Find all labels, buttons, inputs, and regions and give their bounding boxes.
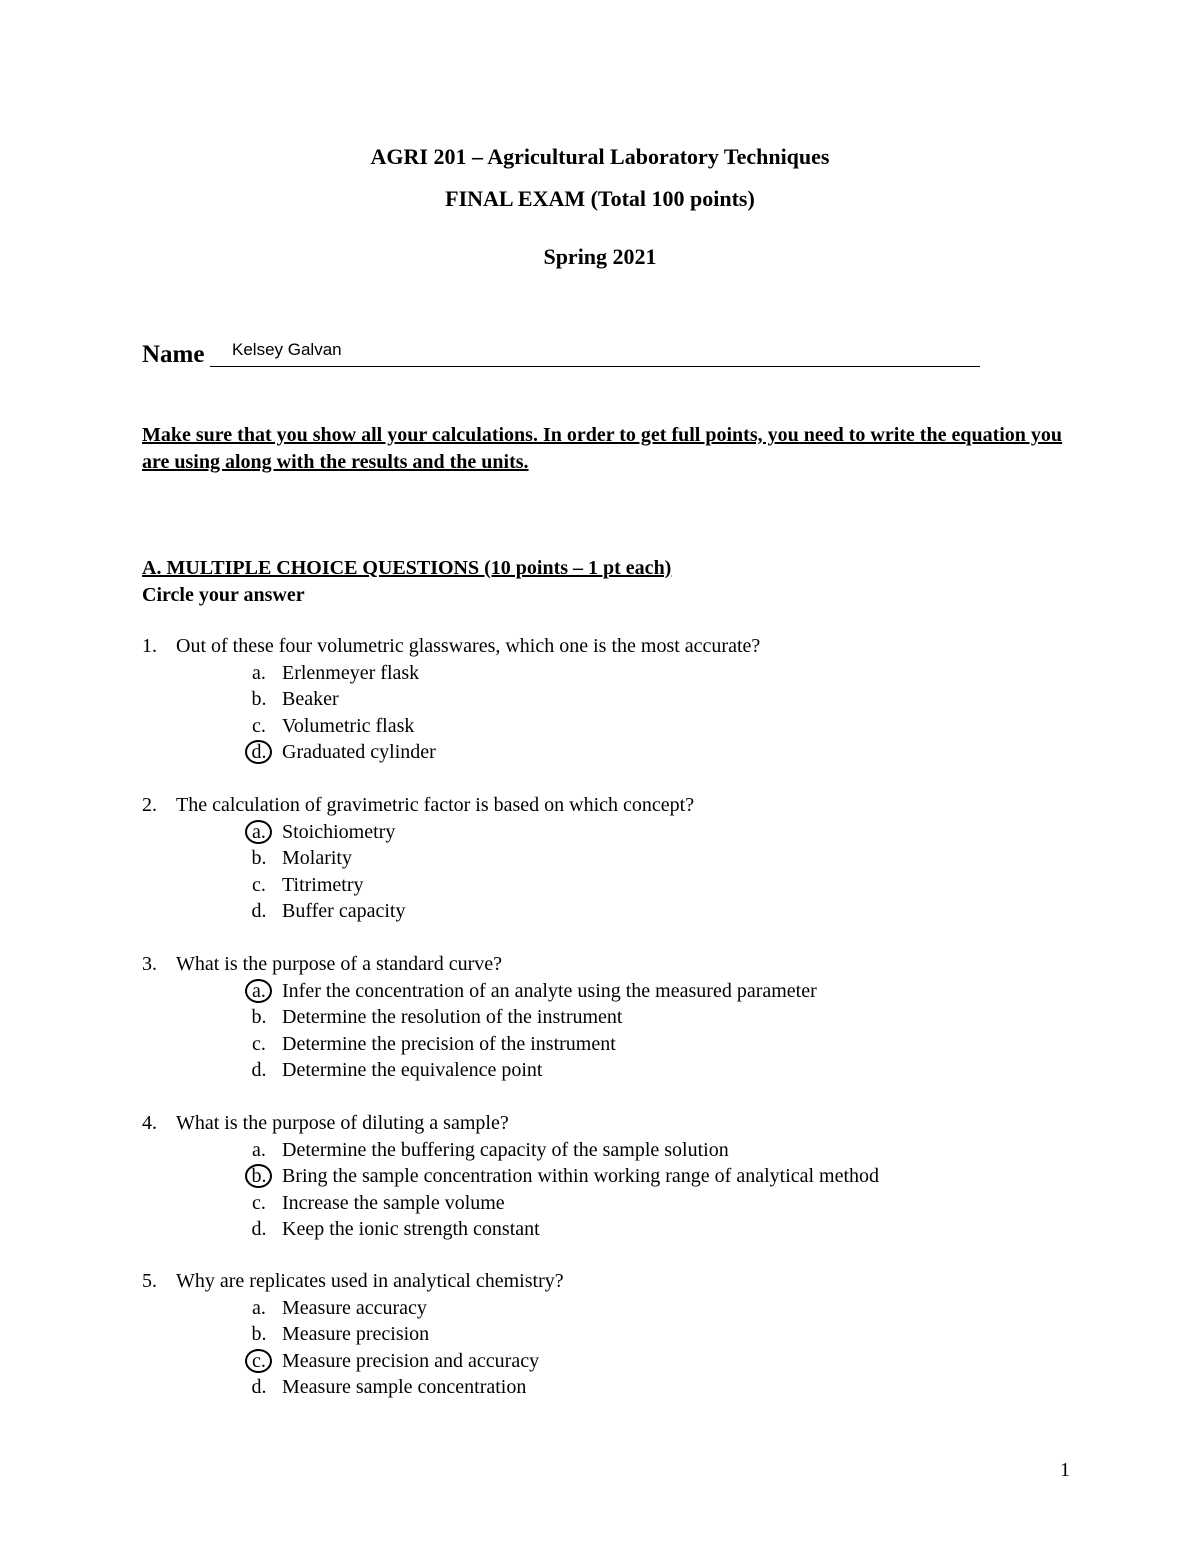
option-text: Molarity — [282, 847, 352, 869]
answer-circle — [245, 1164, 272, 1188]
option-b[interactable] — [142, 1321, 1092, 1348]
option-letter: d. — [251, 1218, 267, 1240]
option-text: Erlenmeyer flask — [282, 661, 420, 684]
option-letter-wrap — [247, 1348, 271, 1375]
question-text: Why are replicates used in analytical chemistry? — [176, 1270, 564, 1292]
name-value[interactable]: Kelsey Galvan — [232, 340, 342, 359]
question-3 — [142, 951, 1092, 1084]
question-number: 2. — [142, 794, 157, 816]
option-letter-wrap — [247, 978, 271, 1005]
option-text: Increase the sample volume — [282, 1191, 505, 1214]
answer-circle — [245, 740, 272, 764]
option-letter: b. — [251, 1165, 267, 1187]
question-number: 3. — [142, 953, 157, 975]
answer-circle — [245, 979, 272, 1003]
page-number: 1 — [1060, 1459, 1070, 1481]
option-c[interactable] — [142, 713, 1092, 740]
option-letter: b. — [251, 1323, 267, 1345]
option-a[interactable] — [142, 978, 1092, 1005]
answer-circle — [245, 1349, 272, 1373]
course-title: AGRI 201 – Agricultural Laboratory Techniques — [370, 144, 830, 169]
exam-instructions: Make sure that you show all your calculations. In order to get full points, you need to write the equation you are using along with the results and the units. — [142, 424, 1063, 473]
option-text: Volumetric flask — [282, 714, 415, 737]
option-letter: a. — [252, 979, 266, 1002]
option-letter-wrap — [247, 739, 271, 766]
option-b[interactable] — [142, 1004, 1092, 1031]
option-letter: a. — [252, 1296, 266, 1319]
question-5 — [142, 1268, 1092, 1401]
option-letter: c. — [252, 1349, 266, 1372]
option-text: Keep the ionic strength constant — [282, 1218, 540, 1240]
option-text: Measure precision and accuracy — [282, 1349, 540, 1372]
option-d[interactable] — [142, 739, 1092, 766]
name-underline — [210, 366, 980, 367]
question-text: What is the purpose of diluting a sample? — [176, 1112, 509, 1134]
option-letter: d. — [251, 1376, 267, 1398]
option-c[interactable] — [142, 1031, 1092, 1058]
option-letter-wrap — [247, 819, 271, 846]
question-number: 4. — [142, 1112, 157, 1134]
option-text: Determine the buffering capacity of the sample solution — [282, 1138, 729, 1161]
option-b[interactable] — [142, 686, 1092, 713]
option-letter: d. — [251, 741, 267, 763]
option-letter: c. — [252, 1032, 266, 1055]
option-text: Determine the precision of the instrument — [282, 1032, 616, 1055]
exam-title: FINAL EXAM (Total 100 points) — [445, 186, 755, 211]
exam-term: Spring 2021 — [543, 244, 657, 269]
option-d[interactable] — [142, 898, 1092, 925]
option-text: Graduated cylinder — [282, 741, 436, 763]
name-field[interactable] — [142, 338, 982, 370]
section-heading: A. MULTIPLE CHOICE QUESTIONS (10 points – 1 pt each) — [142, 557, 672, 579]
option-d[interactable] — [142, 1057, 1092, 1084]
option-letter: d. — [251, 900, 267, 922]
option-text: Buffer capacity — [282, 900, 406, 922]
section-subheading: Circle your answer — [142, 584, 305, 606]
option-text: Determine the resolution of the instrument — [282, 1006, 623, 1028]
option-c[interactable] — [142, 872, 1092, 899]
option-letter: c. — [252, 714, 266, 737]
option-text: Bring the sample concentration within working range of analytical method — [282, 1165, 880, 1187]
option-b[interactable] — [142, 845, 1092, 872]
option-text: Measure sample concentration — [282, 1376, 527, 1398]
option-a[interactable] — [142, 1295, 1092, 1322]
option-c[interactable] — [142, 1190, 1092, 1217]
option-letter: a. — [252, 1138, 266, 1161]
answer-circle — [245, 820, 272, 844]
option-d[interactable] — [142, 1216, 1092, 1243]
option-text: Stoichiometry — [282, 820, 396, 843]
question-text: The calculation of gravimetric factor is based on which concept? — [176, 794, 695, 816]
question-2 — [142, 792, 1092, 925]
option-a[interactable] — [142, 819, 1092, 846]
option-letter: b. — [251, 847, 267, 869]
name-label: Name — [142, 341, 205, 368]
option-letter: a. — [252, 661, 266, 684]
option-letter: d. — [251, 1059, 267, 1081]
option-letter: a. — [252, 820, 266, 843]
option-a[interactable] — [142, 660, 1092, 687]
option-b[interactable] — [142, 1163, 1092, 1190]
option-letter: c. — [252, 1191, 266, 1214]
option-letter-wrap — [247, 1163, 271, 1190]
option-d[interactable] — [142, 1374, 1092, 1401]
question-text: What is the purpose of a standard curve? — [176, 953, 502, 975]
option-letter: b. — [251, 1006, 267, 1028]
question-4 — [142, 1110, 1092, 1243]
question-text: Out of these four volumetric glasswares, which one is the most accurate? — [176, 635, 761, 657]
option-letter: b. — [251, 688, 267, 710]
option-text: Beaker — [282, 688, 339, 710]
option-text: Determine the equivalence point — [282, 1059, 543, 1081]
option-text: Measure accuracy — [282, 1296, 427, 1319]
option-text: Infer the concentration of an analyte using the measured parameter — [282, 979, 817, 1002]
question-number: 5. — [142, 1270, 157, 1292]
option-a[interactable] — [142, 1137, 1092, 1164]
question-1 — [142, 633, 1092, 766]
option-letter: c. — [252, 873, 266, 896]
option-text: Titrimetry — [282, 873, 364, 896]
question-number: 1. — [142, 635, 157, 657]
option-text: Measure precision — [282, 1323, 430, 1345]
option-c[interactable] — [142, 1348, 1092, 1375]
